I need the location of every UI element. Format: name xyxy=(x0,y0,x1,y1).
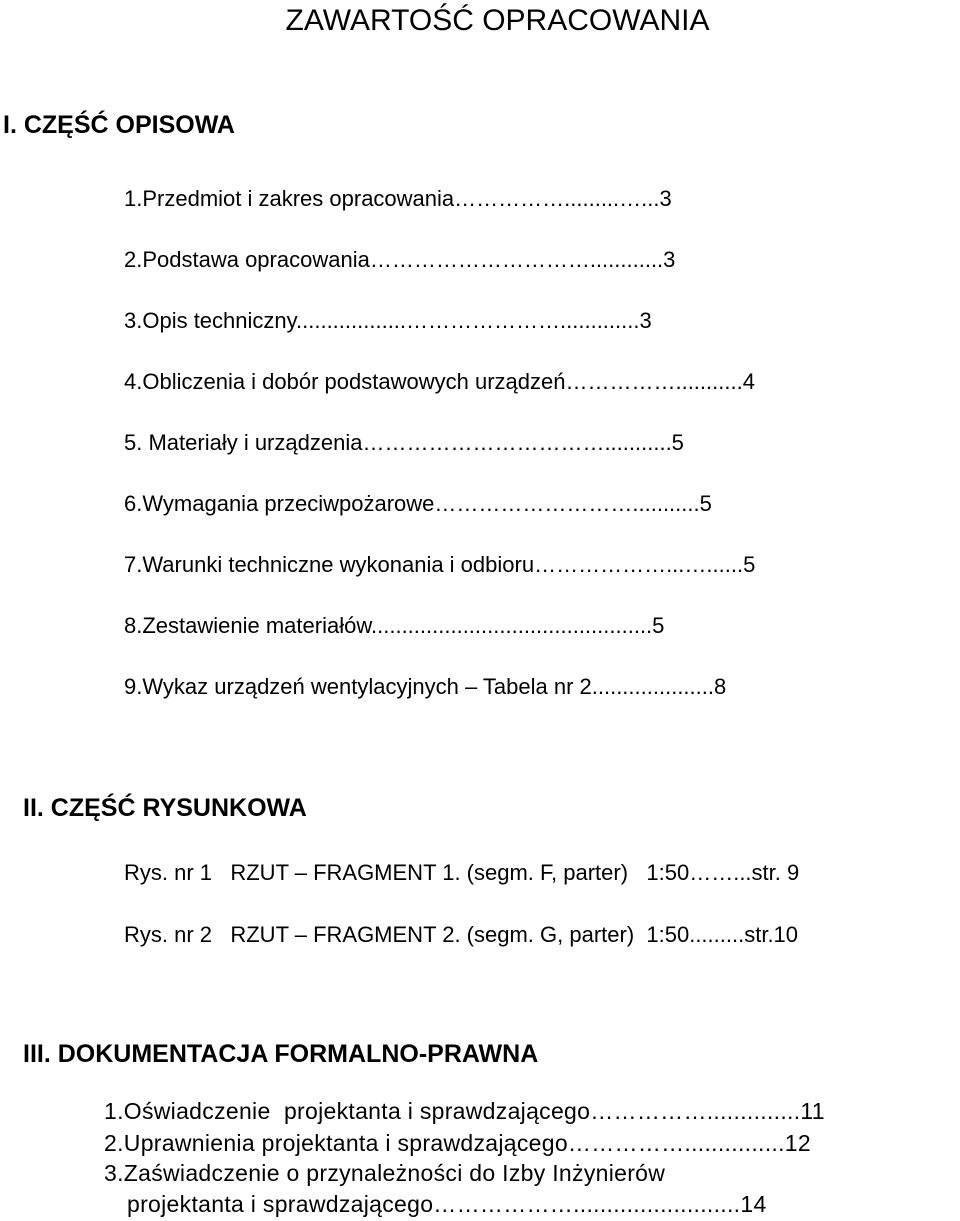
section-2-heading: II. CZĘŚĆ RYSUNKOWA xyxy=(23,794,307,822)
section-1-heading: I. CZĘŚĆ OPISOWA xyxy=(3,111,235,139)
toc-item-1-3: 3.Opis techniczny..................………………….............3 xyxy=(124,308,652,333)
toc-item-1-7: 7.Warunki techniczne wykonania i odbioru………………...…......5 xyxy=(124,552,756,577)
document-title: ZAWARTOŚĆ OPRACOWANIA xyxy=(285,4,710,37)
formal-item-2: 2.Uprawnienia projektanta i sprawdzającego……………...............12 xyxy=(104,1130,811,1156)
formal-item-3-continued: projektanta i sprawdzającego……………….........................14 xyxy=(127,1191,767,1217)
toc-item-1-5: 5. Materiały i urządzenia……………………………...........5 xyxy=(124,430,684,455)
formal-item-3: 3.Zaświadczenie o przynależności do Izby Inżynierów xyxy=(104,1160,666,1186)
drawing-item-1: Rys. nr 1 RZUT – FRAGMENT 1. (segm. F, parter) 1:50……...str. 9 xyxy=(124,860,800,885)
toc-item-1-4: 4.Obliczenia i dobór podstawowych urządzeń……………...........4 xyxy=(124,369,755,394)
toc-item-1-6: 6.Wymagania przeciwpożarowe………………………...........5 xyxy=(124,491,712,516)
section-3-heading: III. DOKUMENTACJA FORMALNO-PRAWNA xyxy=(23,1040,539,1068)
toc-item-1-1: 1.Przedmiot i zakres opracowania…………….........…...3 xyxy=(124,186,672,211)
formal-item-1: 1.Oświadczenie projektanta i sprawdzającego……………..............11 xyxy=(104,1098,825,1124)
toc-item-1-8: 8.Zestawienie materiałów..............................................5 xyxy=(124,613,665,638)
drawing-item-2: Rys. nr 2 RZUT – FRAGMENT 2. (segm. G, parter) 1:50.........str.10 xyxy=(124,922,799,947)
toc-item-1-2: 2.Podstawa opracowania…………………………............3 xyxy=(124,247,676,272)
toc-item-1-9: 9.Wykaz urządzeń wentylacyjnych – Tabela nr 2....................8 xyxy=(124,674,727,699)
